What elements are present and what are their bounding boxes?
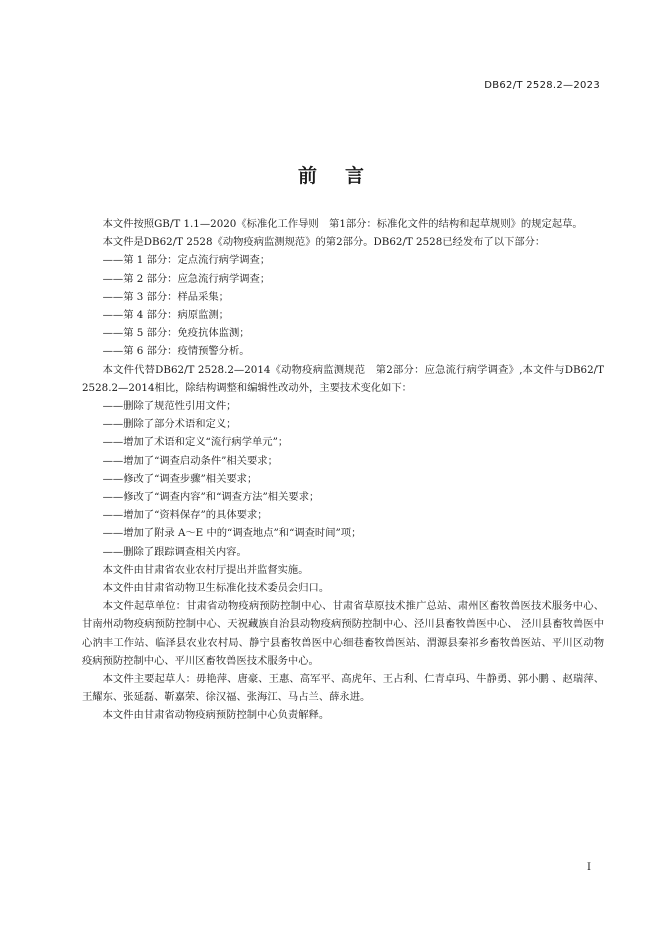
list-item-change: ——修改了“调查内容”和“调查方法”相关要求； bbox=[102, 491, 320, 504]
paragraph-committee: 本文件由甘肃省动物卫生标准化技术委员会归口。 bbox=[102, 582, 330, 595]
paragraph-drafting-units: 本文件起草单位：甘肃省动物疫病预防控制中心、甘肃省草原技术推广总站、肃州区畜牧兽医技术服务中心、甘南州动物疫病预防控制中心、天祝藏族自治县动物疫病预防控制中心、泾川县畜牧兽医中心、 泾川县畜牧兽医中心汭丰工作站、临泽县农业农村局、静宁县畜牧兽医中心细巷畜牧兽医站、渭源县秦祁乡畜牧兽医站、平川区动物疫病预防控制中心、平川区畜牧兽医技术服务中心。 bbox=[82, 600, 604, 667]
foreword-body bbox=[82, 215, 604, 725]
list-item-part: ——第 2 部分：应急流行病学调查； bbox=[102, 272, 271, 285]
paragraph-drafters: 本文件主要起草人：毋艳萍、唐豪、王惠、高军平、高虎年、王占利、仁青卓玛、牛静勇、郭小鹏 、赵瑞萍、王耀东、张延磊、靳嘉荣、徐汉福、张海江、马占兰、薛永进。 bbox=[82, 673, 604, 704]
list-item-change: ——增加了“调查启动条件”相关要求； bbox=[102, 454, 278, 467]
list-item-change: ——增加了“资料保存”的具体要求； bbox=[102, 509, 268, 522]
list-item-change: ——修改了“调查步骤”相关要求； bbox=[102, 472, 258, 485]
paragraph-drafting-rules: 本文件按照GB/T 1.1—2020《标准化工作导则 第1部分：标准化文件的结构和起草规则》的规定起草。 bbox=[102, 218, 583, 230]
list-item-part: ——第 6 部分：疫情预警分析。 bbox=[102, 345, 250, 358]
paragraph-interpretation: 本文件由甘肃省动物疫病预防控制中心负责解释。 bbox=[102, 709, 330, 722]
page-number: I bbox=[587, 862, 591, 873]
list-item-change: ——删除了部分术语和定义； bbox=[102, 418, 237, 431]
paragraph-part-of-series: 本文件是DB62/T 2528《动物疫病监测规范》的第2部分。DB62/T 2528已经发布了以下部分： bbox=[102, 236, 546, 249]
list-item-change: ——增加了附录 A～E 中的“调查地点”和“调查时间”项； bbox=[102, 527, 362, 540]
page-title: 前言 bbox=[297, 165, 392, 187]
list-item-change: ——删除了规范性引用文件； bbox=[102, 400, 237, 413]
list-item-change: ——删除了跟踪调查相关内容。 bbox=[102, 545, 247, 558]
list-item-part: ——第 3 部分：样品采集； bbox=[102, 290, 229, 303]
list-item-part: ——第 5 部分：免疫抗体监测； bbox=[102, 327, 250, 340]
document-code: DB62/T 2528.2—2023 bbox=[484, 80, 600, 91]
paragraph-proposer: 本文件由甘肃省农业农村厅提出并监督实施。 bbox=[102, 563, 309, 576]
list-item-part: ——第 4 部分：病原监测； bbox=[102, 309, 229, 322]
list-item-part: ——第 1 部分：定点流行病学调查； bbox=[102, 254, 271, 267]
list-item-change: ——增加了术语和定义“流行病学单元”； bbox=[102, 436, 289, 449]
paragraph-replaces: 本文件代替DB62/T 2528.2—2014《动物疫病监测规范 第2部分：应急流行病学调查》,本文件与DB62/T 2528.2—2014相比，除结构调整和编辑性改动外，主要技术变化如下： bbox=[82, 363, 604, 394]
